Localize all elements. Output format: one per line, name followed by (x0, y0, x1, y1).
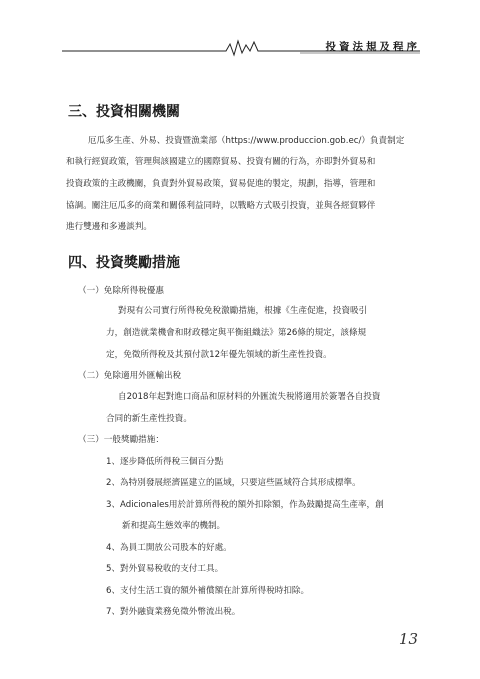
section3-line-5: 進行雙邊和多邊談判。 (66, 222, 152, 232)
item3-subitem-3: 3、Adicionales用於計算所得稅的額外扣除額，作為鼓勵提高生產率，創 (106, 500, 384, 510)
item2-line-1: 自2018年起對進口商品和原材料的外匯流失稅將適用於簽署各自投資 (118, 392, 381, 402)
item3-subitem-1: 1、逐步降低所得稅三個百分點 (106, 457, 224, 467)
header-title: 投資法規及程序 (325, 41, 420, 53)
item2-line-2: 合同的新生產性投資。 (106, 414, 192, 424)
item3-subitem-4: 4、為員工開放公司股本的好處。 (106, 543, 232, 553)
item3-subitem-6: 6、支付生活工資的額外補償額在計算所得稅時扣除。 (106, 586, 310, 596)
item3-title: （三）一般獎勵措施： (78, 435, 164, 445)
page-number: 13 (398, 630, 418, 648)
section3-line-2: 和執行經貿政策，管理與該國建立的國際貿易、投資有關的行為，亦即對外貿易和 (66, 157, 376, 167)
item1-title: （一）免除所得稅優惠 (78, 286, 164, 296)
running-header (62, 36, 420, 58)
item1-line-2: 力，創造就業機會和財政穩定與平衡組織法》第26條的規定，該條規 (106, 328, 367, 338)
section3-line-3: 投資政策的主政機關，負責對外貿易政策，貿易促進的製定，規劃，指導，管理和 (66, 179, 376, 189)
item1-line-1: 對現有公司實行所得稅免稅激勵措施，根據《生產促進，投資吸引 (118, 306, 368, 316)
item3-subitem-7: 7、對外融資業務免徵外幣流出稅。 (106, 607, 241, 617)
item1-line-3: 定，免徵所得稅及其預付款12年優先領域的新生產性投資。 (106, 350, 332, 360)
section3-line-4: 協調。關注厄瓜多的商業和關係利益同時，以戰略方式吸引投資，並與各經貿夥伴 (66, 201, 376, 211)
item2-title: （二）免除適用外匯輸出稅 (78, 371, 182, 381)
section3-line-1: 厄瓜多生產、外易、投資暨漁業部（https://www.produccion.gob.ec/）負責制定 (88, 136, 405, 146)
item3-subitem-3-cont: 新和提高生態效率的機制。 (122, 521, 226, 531)
section-heading-3: 三、投資相關機關 (68, 104, 180, 120)
section-heading-4: 四、投資獎勵措施 (68, 255, 180, 271)
item3-subitem-2: 2、為特別發展經濟區建立的區域，只要這些區域符合其形成標準。 (106, 478, 361, 488)
item3-subitem-5: 5、對外貿易稅收的支付工具。 (106, 564, 224, 574)
